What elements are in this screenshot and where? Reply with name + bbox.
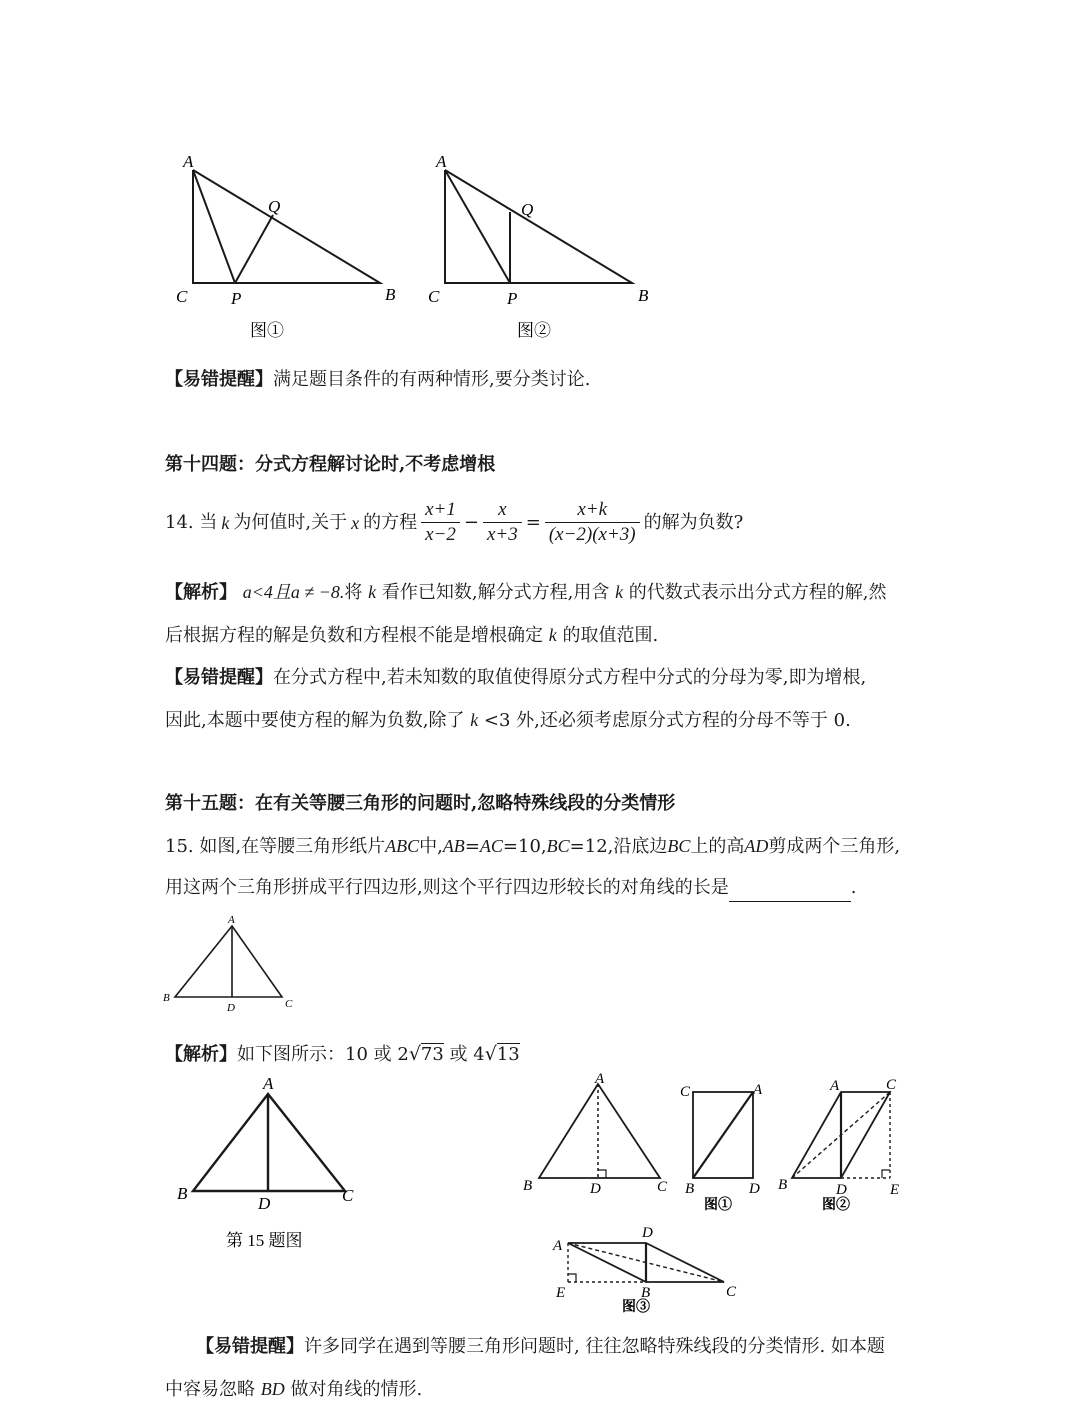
figure-caption: 图② bbox=[822, 1198, 850, 1213]
q15-text: . bbox=[850, 877, 857, 898]
tip-tag: 【易错提醒】 bbox=[165, 369, 273, 390]
solution-14-line1 bbox=[165, 578, 887, 607]
tip-text: 中容易忽略 bbox=[165, 1379, 255, 1400]
fraction-2: $\frac{x}{x+3}$ bbox=[483, 498, 522, 547]
figure-15-small-triangle bbox=[160, 912, 310, 1017]
figure-caption: 第 15 题图 bbox=[226, 1231, 303, 1250]
label-b: B bbox=[641, 1285, 651, 1301]
figure-15-case-3 bbox=[548, 1218, 748, 1318]
radicand-2: 13 bbox=[496, 1044, 520, 1065]
q15-text: =12,沿底边 bbox=[569, 836, 668, 857]
solution-text: 的代数式表示出分式方程的解,然 bbox=[628, 582, 887, 603]
label-e: E bbox=[556, 1285, 566, 1301]
q15-text: 剪成两个三角形, bbox=[768, 836, 901, 857]
heading-15: 第十五题：在有关等腰三角形的问题时,忽略特殊线段的分类情形 bbox=[165, 793, 676, 814]
solution-tag: 【解析】 bbox=[165, 1044, 237, 1065]
solution-text: 或 4 bbox=[443, 1044, 485, 1065]
label-a: A bbox=[753, 1082, 763, 1098]
tip-tag: 【易错提醒】 bbox=[165, 667, 273, 688]
label-q: Q bbox=[268, 197, 281, 216]
var-k: k bbox=[615, 582, 624, 602]
solution-text: 看作已知数,解分式方程,用含 bbox=[381, 582, 610, 603]
solution-14-line2 bbox=[165, 621, 658, 650]
tip-text: 满足题目条件的有两种情形,要分类讨论. bbox=[273, 369, 591, 390]
var-bc: BC bbox=[667, 836, 691, 856]
question-14 bbox=[165, 498, 743, 547]
solution-tag: 【解析】 bbox=[165, 582, 237, 603]
solution-text: 的取值范围. bbox=[562, 625, 659, 646]
tip-tag: 【易错提醒】 bbox=[196, 1336, 304, 1357]
label-b: B bbox=[778, 1177, 788, 1193]
label-a: A bbox=[830, 1078, 840, 1094]
var-ab: AB bbox=[442, 836, 465, 856]
label-p: P bbox=[231, 289, 242, 308]
label-p: P bbox=[507, 289, 518, 308]
label-b: B bbox=[685, 1181, 695, 1197]
var-k: k bbox=[548, 625, 557, 645]
label-a: A bbox=[595, 1072, 605, 1087]
label-a: A bbox=[228, 914, 235, 926]
label-q: Q bbox=[521, 200, 534, 219]
label-b: B bbox=[385, 285, 396, 304]
var-k: k bbox=[470, 710, 479, 730]
label-c: C bbox=[342, 1186, 354, 1205]
tip-13 bbox=[165, 366, 590, 394]
solution-15: 【解析】如下图所示：10 或 2√73 或 4√13 bbox=[165, 1043, 520, 1065]
label-b: B bbox=[638, 286, 649, 305]
minus-sign: − bbox=[463, 511, 479, 533]
q15-text: 中, bbox=[419, 836, 443, 857]
label-a: A bbox=[263, 1074, 274, 1093]
radicand-1: 73 bbox=[420, 1044, 444, 1065]
label-e: E bbox=[890, 1182, 900, 1198]
label-a: A bbox=[553, 1238, 563, 1254]
q14-pre: 14. 当 bbox=[165, 511, 218, 533]
label-c: C bbox=[726, 1284, 737, 1300]
label-b: B bbox=[177, 1184, 188, 1203]
tip-text: 因此,本题中要使方程的解为负数,除了 bbox=[165, 710, 465, 731]
figure-caption: 图① bbox=[250, 321, 284, 340]
figure-15-case-1 bbox=[676, 1075, 776, 1215]
label-c: C bbox=[886, 1077, 897, 1093]
tip-15-line2 bbox=[165, 1375, 422, 1404]
tip-text: 在分式方程中,若未知数的取值使得原分式方程中分式的分母为零,即为增根, bbox=[273, 667, 867, 688]
fraction-3: $\frac{x+k}{(x-2)(x+3)}$ bbox=[545, 498, 640, 547]
figure-15-big-triangle bbox=[170, 1072, 370, 1257]
q15-text: 用这两个三角形拼成平行四边形,则这个平行四边形较长的对角线的长是 bbox=[165, 877, 729, 898]
var-ac: AC bbox=[479, 836, 503, 856]
solution-condition: a<4且a ≠ −8. bbox=[242, 582, 345, 602]
label-d: D bbox=[590, 1181, 601, 1197]
solution-text: 将 bbox=[344, 582, 363, 603]
tip-14-line2 bbox=[165, 706, 851, 735]
figure-caption: 图② bbox=[517, 321, 551, 340]
q15-text: 15. 如图,在等腰三角形纸片 bbox=[165, 836, 386, 857]
label-c: C bbox=[285, 998, 293, 1010]
q14-post: 的解为负数? bbox=[643, 511, 744, 533]
equals-sign: = bbox=[525, 511, 541, 533]
heading-14: 第十四题：分式方程解讨论时,不考虑增根 bbox=[165, 454, 496, 475]
q15-text: =10, bbox=[502, 836, 547, 857]
label-d: D bbox=[836, 1182, 847, 1198]
answer-blank[interactable] bbox=[729, 881, 851, 902]
label-d: D bbox=[642, 1225, 653, 1241]
var-ad: AD bbox=[744, 836, 769, 856]
tip-text: 做对角线的情形. bbox=[290, 1379, 423, 1400]
q14-mid2: 的方程 bbox=[363, 511, 418, 533]
label-d: D bbox=[258, 1194, 271, 1213]
q15-text: = bbox=[464, 836, 480, 857]
tip-14-line1 bbox=[165, 664, 866, 692]
tip-text: <3 外,还必须考虑原分式方程的分母不等于 0. bbox=[483, 710, 851, 731]
label-d: D bbox=[227, 1002, 235, 1014]
figure-15-case-2 bbox=[770, 1072, 910, 1217]
var-k: k bbox=[221, 512, 230, 533]
var-bc: BC bbox=[546, 836, 570, 856]
fraction-1: $\frac{x+1}{x-2}$ bbox=[421, 498, 460, 547]
figure-caption: 图① bbox=[704, 1198, 732, 1213]
label-b: B bbox=[523, 1178, 533, 1194]
question-15-line2 bbox=[165, 874, 856, 902]
label-c: C bbox=[657, 1179, 668, 1195]
var-bd: BD bbox=[260, 1379, 285, 1399]
tip-15-line1 bbox=[196, 1333, 885, 1361]
label-d: D bbox=[749, 1181, 760, 1197]
q14-mid1: 为何值时,关于 bbox=[233, 511, 348, 533]
label-c: C bbox=[680, 1084, 691, 1100]
tip-text: 许多同学在遇到等腰三角形问题时, 往往忽略特殊线段的分类情形. 如本题 bbox=[304, 1336, 885, 1357]
solution-text: 后根据方程的解是负数和方程根不能是增根确定 bbox=[165, 625, 543, 646]
label-c: C bbox=[428, 287, 440, 306]
figure-caption: 图③ bbox=[622, 1300, 650, 1315]
figure-1-right-triangle bbox=[165, 150, 405, 345]
question-15-line1 bbox=[165, 832, 900, 861]
var-abc: ABC bbox=[385, 836, 420, 856]
figure-15-original bbox=[520, 1072, 675, 1202]
label-a: A bbox=[436, 152, 447, 171]
label-b: B bbox=[163, 992, 170, 1004]
var-x: x bbox=[351, 512, 360, 533]
var-k: k bbox=[368, 582, 377, 602]
label-a: A bbox=[183, 152, 194, 171]
label-c: C bbox=[176, 287, 188, 306]
figure-2-right-triangle bbox=[420, 150, 660, 345]
solution-text: 如下图所示：10 或 2 bbox=[237, 1044, 409, 1065]
q15-text: 上的高 bbox=[690, 836, 745, 857]
